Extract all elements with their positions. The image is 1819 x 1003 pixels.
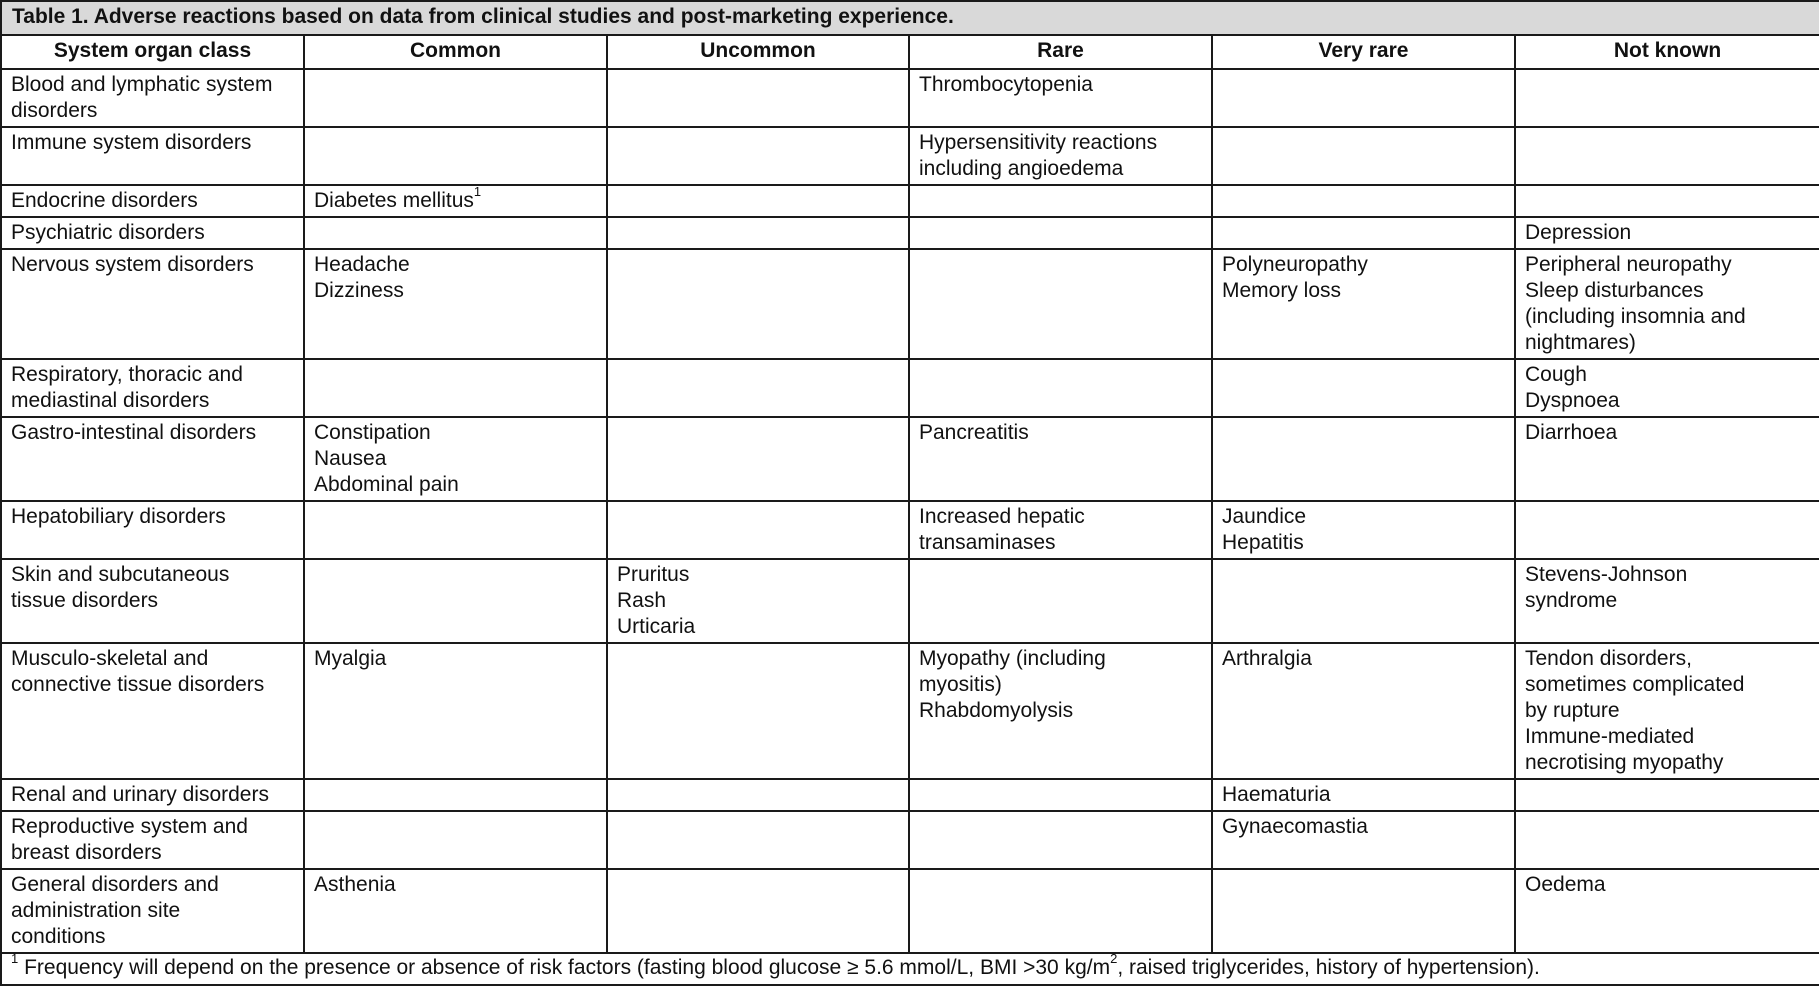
common-cell — [304, 779, 607, 811]
footnote-text-part-1: Frequency will depend on the presence or absence of risk factors (fasting blood glucose ≥ 5.6 mmol/L, BMI >30 kg/m — [18, 956, 1111, 979]
system-organ-class-cell — [1, 185, 304, 217]
uncommon-cell — [607, 127, 909, 185]
uncommon-cell — [607, 249, 909, 359]
footnote-text-part-2: , raised triglycerides, history of hypertension). — [1117, 956, 1540, 979]
common-cell — [304, 559, 607, 643]
common-text: Nausea — [314, 447, 387, 470]
system-organ-class-text: Renal and urinary disorders — [11, 783, 269, 806]
not-known-text: by rupture — [1525, 699, 1620, 722]
not-known-cell — [1515, 249, 1819, 359]
common-text: Asthenia — [314, 873, 396, 896]
not-known-text: sometimes complicated — [1525, 673, 1745, 696]
rare-cell — [909, 643, 1212, 779]
table-header-row — [1, 35, 1819, 69]
uncommon-cell — [607, 779, 909, 811]
not-known-text: Sleep disturbances — [1525, 279, 1704, 302]
system-organ-class-cell — [1, 559, 304, 643]
not-known-cell — [1515, 779, 1819, 811]
system-organ-class-text: Nervous system disorders — [11, 253, 254, 276]
common-text: Constipation — [314, 421, 431, 444]
uncommon-cell — [607, 359, 909, 417]
not-known-cell — [1515, 559, 1819, 643]
system-organ-class-cell — [1, 359, 304, 417]
rare-cell — [909, 417, 1212, 501]
uncommon-cell — [607, 559, 909, 643]
system-organ-class-cell — [1, 417, 304, 501]
system-organ-class-cell — [1, 779, 304, 811]
column-header-very-rare: Very rare — [1212, 35, 1515, 69]
very-rare-text: Polyneuropathy — [1222, 253, 1368, 276]
system-organ-class-text: conditions — [11, 925, 106, 948]
common-cell — [304, 501, 607, 559]
rare-text: Hypersensitivity reactions — [919, 131, 1158, 154]
table-row — [1, 359, 1819, 417]
very-rare-text: Gynaecomastia — [1222, 815, 1368, 838]
table-footnote-row — [1, 953, 1819, 985]
common-cell — [304, 249, 607, 359]
system-organ-class-text: connective tissue disorders — [11, 673, 265, 696]
table-row — [1, 811, 1819, 869]
rare-text: Myopathy (including — [919, 647, 1106, 670]
column-header-system-organ-class: System organ class — [1, 35, 304, 69]
common-text: Dizziness — [314, 279, 404, 302]
system-organ-class-cell — [1, 811, 304, 869]
rare-cell — [909, 869, 1212, 953]
rare-text: Pancreatitis — [919, 421, 1029, 444]
table-row — [1, 185, 1819, 217]
system-organ-class-cell — [1, 869, 304, 953]
not-known-cell — [1515, 185, 1819, 217]
uncommon-cell — [607, 185, 909, 217]
common-cell — [304, 359, 607, 417]
common-cell — [304, 69, 607, 127]
not-known-text: nightmares) — [1525, 331, 1636, 354]
very-rare-cell — [1212, 217, 1515, 249]
common-text: Abdominal pain — [314, 473, 459, 496]
system-organ-class-text: breast disorders — [11, 841, 162, 864]
common-cell — [304, 185, 607, 217]
very-rare-cell — [1212, 643, 1515, 779]
not-known-cell — [1515, 217, 1819, 249]
uncommon-cell — [607, 811, 909, 869]
not-known-text: Oedema — [1525, 873, 1606, 896]
not-known-text: Cough — [1525, 363, 1587, 386]
system-organ-class-text: administration site — [11, 899, 181, 922]
system-organ-class-cell — [1, 501, 304, 559]
common-text: Headache — [314, 253, 410, 276]
uncommon-text: Urticaria — [617, 615, 696, 638]
column-header-uncommon: Uncommon — [607, 35, 909, 69]
table-row — [1, 501, 1819, 559]
not-known-text: Peripheral neuropathy — [1525, 253, 1732, 276]
rare-cell — [909, 249, 1212, 359]
footnote-reference: 1 — [473, 184, 482, 199]
rare-cell — [909, 127, 1212, 185]
very-rare-cell — [1212, 501, 1515, 559]
common-text — [314, 184, 597, 214]
very-rare-text: Hepatitis — [1222, 531, 1304, 554]
uncommon-cell — [607, 217, 909, 249]
system-organ-class-text: Blood and lymphatic system — [11, 73, 273, 96]
table-row — [1, 217, 1819, 249]
uncommon-text: Pruritus — [617, 563, 690, 586]
system-organ-class-text: tissue disorders — [11, 589, 159, 612]
rare-text: myositis) — [919, 673, 1002, 696]
rare-cell — [909, 69, 1212, 127]
table-row — [1, 869, 1819, 953]
system-organ-class-cell — [1, 217, 304, 249]
uncommon-cell — [607, 69, 909, 127]
very-rare-text: Haematuria — [1222, 783, 1331, 806]
not-known-text: (including insomnia and — [1525, 305, 1746, 328]
not-known-cell — [1515, 127, 1819, 185]
table-row — [1, 69, 1819, 127]
very-rare-text: Jaundice — [1222, 505, 1307, 528]
rare-cell — [909, 811, 1212, 869]
not-known-text: Dyspnoea — [1525, 389, 1620, 412]
common-cell — [304, 811, 607, 869]
common-cell — [304, 217, 607, 249]
system-organ-class-text: Respiratory, thoracic and — [11, 363, 243, 386]
not-known-cell — [1515, 811, 1819, 869]
very-rare-cell — [1212, 811, 1515, 869]
not-known-cell — [1515, 417, 1819, 501]
rare-cell — [909, 501, 1212, 559]
system-organ-class-text: Skin and subcutaneous — [11, 563, 230, 586]
system-organ-class-text: Hepatobiliary disorders — [11, 505, 226, 528]
not-known-cell — [1515, 643, 1819, 779]
common-text-value: Diabetes mellitus — [314, 189, 474, 212]
common-text: Myalgia — [314, 647, 387, 670]
very-rare-text: Arthralgia — [1222, 647, 1312, 670]
not-known-text: Tendon disorders, — [1525, 647, 1692, 670]
not-known-text: necrotising myopathy — [1525, 751, 1724, 774]
very-rare-cell — [1212, 869, 1515, 953]
not-known-text: Stevens-Johnson — [1525, 563, 1688, 586]
rare-text: including angioedema — [919, 157, 1124, 180]
very-rare-cell — [1212, 249, 1515, 359]
very-rare-cell — [1212, 185, 1515, 217]
column-header-rare: Rare — [909, 35, 1212, 69]
not-known-cell — [1515, 501, 1819, 559]
table-row — [1, 779, 1819, 811]
uncommon-cell — [607, 869, 909, 953]
system-organ-class-text: Gastro-intestinal disorders — [11, 421, 257, 444]
footnote-superscript-2: 2 — [1110, 951, 1118, 966]
uncommon-cell — [607, 417, 909, 501]
very-rare-cell — [1212, 417, 1515, 501]
rare-cell — [909, 559, 1212, 643]
table-caption-row — [1, 1, 1819, 35]
table-caption: Table 1. Adverse reactions based on data from clinical studies and post-marketing experience. — [1, 1, 1819, 35]
very-rare-cell — [1212, 69, 1515, 127]
rare-cell — [909, 185, 1212, 217]
column-header-not-known: Not known — [1515, 35, 1819, 69]
table-footnote — [1, 953, 1819, 985]
uncommon-cell — [607, 501, 909, 559]
not-known-text: Depression — [1525, 221, 1632, 244]
not-known-text: Immune-mediated — [1525, 725, 1695, 748]
table-row — [1, 559, 1819, 643]
table-row — [1, 643, 1819, 779]
column-header-common: Common — [304, 35, 607, 69]
not-known-cell — [1515, 69, 1819, 127]
very-rare-cell — [1212, 359, 1515, 417]
rare-cell — [909, 359, 1212, 417]
uncommon-text: Rash — [617, 589, 667, 612]
table-row — [1, 249, 1819, 359]
rare-text: Thrombocytopenia — [919, 73, 1093, 96]
not-known-text: syndrome — [1525, 589, 1618, 612]
not-known-cell — [1515, 359, 1819, 417]
system-organ-class-text: disorders — [11, 99, 98, 122]
very-rare-text: Memory loss — [1222, 279, 1342, 302]
very-rare-cell — [1212, 559, 1515, 643]
common-cell — [304, 417, 607, 501]
uncommon-cell — [607, 643, 909, 779]
system-organ-class-cell — [1, 643, 304, 779]
system-organ-class-text: Musculo-skeletal and — [11, 647, 209, 670]
rare-text: Rhabdomyolysis — [919, 699, 1074, 722]
not-known-text: Diarrhoea — [1525, 421, 1618, 444]
system-organ-class-cell — [1, 249, 304, 359]
system-organ-class-text: General disorders and — [11, 873, 219, 896]
rare-text: Increased hepatic — [919, 505, 1085, 528]
footnote-marker: 1 — [11, 951, 19, 966]
system-organ-class-text: Reproductive system and — [11, 815, 248, 838]
system-organ-class-text: Immune system disorders — [11, 131, 252, 154]
common-cell — [304, 127, 607, 185]
common-cell — [304, 869, 607, 953]
system-organ-class-text: Psychiatric disorders — [11, 221, 205, 244]
system-organ-class-cell — [1, 69, 304, 127]
very-rare-cell — [1212, 127, 1515, 185]
system-organ-class-text: mediastinal disorders — [11, 389, 210, 412]
very-rare-cell — [1212, 779, 1515, 811]
not-known-cell — [1515, 869, 1819, 953]
rare-cell — [909, 779, 1212, 811]
system-organ-class-cell — [1, 127, 304, 185]
rare-cell — [909, 217, 1212, 249]
rare-text: transaminases — [919, 531, 1056, 554]
table-row — [1, 417, 1819, 501]
table-row — [1, 127, 1819, 185]
common-cell — [304, 643, 607, 779]
system-organ-class-text: Endocrine disorders — [11, 189, 198, 212]
